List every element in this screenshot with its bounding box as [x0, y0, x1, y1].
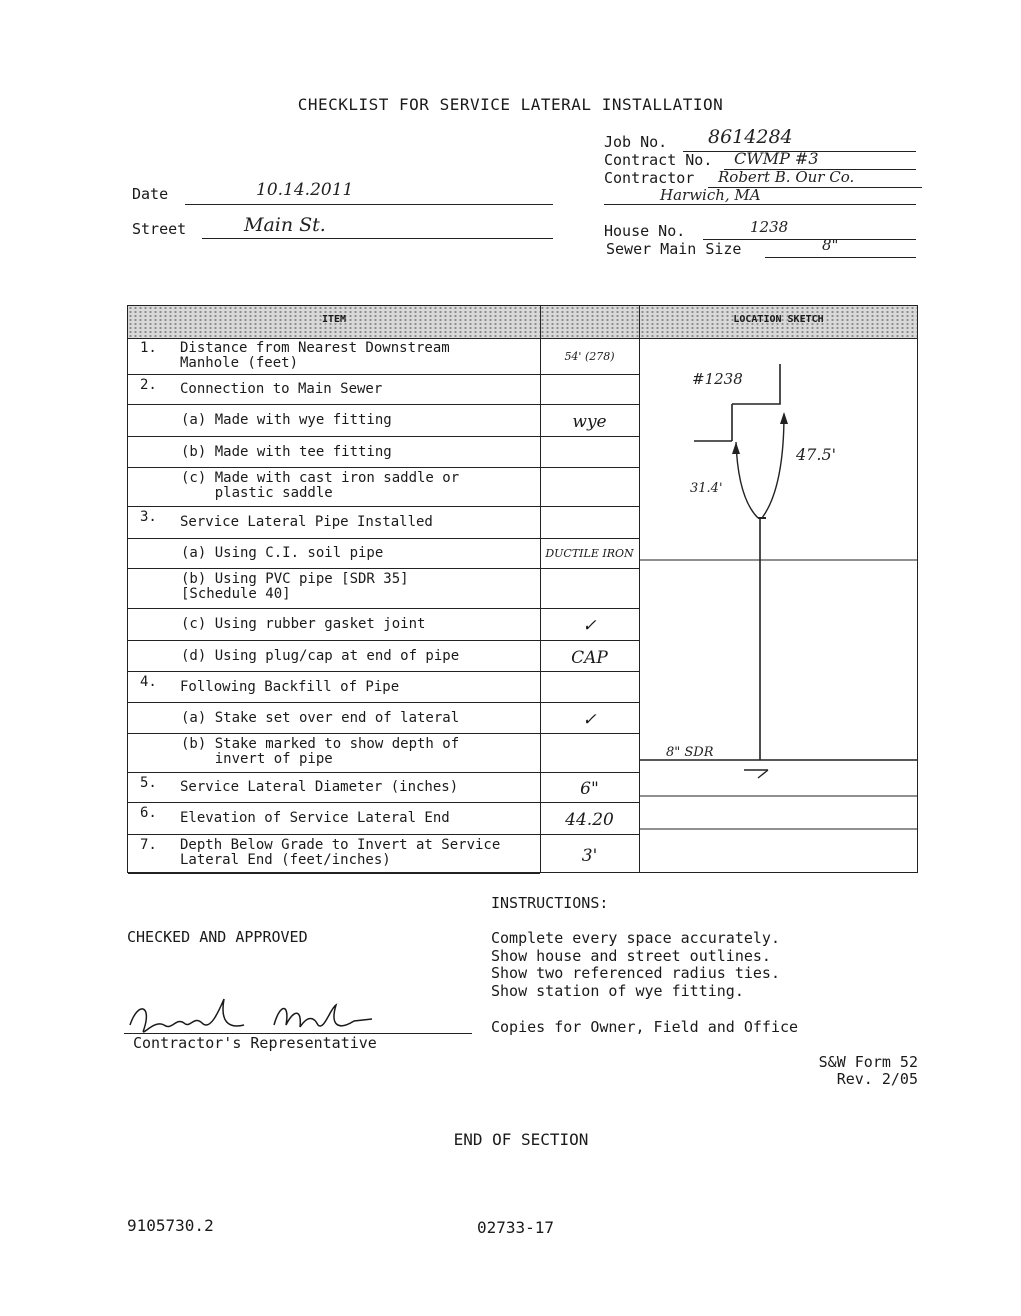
item-text: Connection to Main Sewer — [180, 381, 383, 397]
page-title: CHECKLIST FOR SERVICE LATERAL INSTALLATION — [297, 95, 724, 114]
sketch-tie-left: 31.4' — [690, 481, 723, 496]
item-text: (a) Using C.I. soil pipe — [181, 545, 384, 561]
item-text: Depth Below Grade to Invert at Service Lateral End (feet/inches) — [180, 837, 501, 868]
sketch-house-label: #1238 — [692, 370, 743, 388]
item-text: (b) Using PVC pipe [SDR 35] [Schedule 40] — [181, 571, 409, 602]
table-row — [128, 569, 540, 609]
item-number: 2. — [140, 377, 157, 393]
street-value: Main St. — [244, 214, 326, 236]
sketch-tie-right: 47.5' — [796, 445, 837, 464]
table-row — [128, 539, 540, 569]
item-number: 7. — [140, 837, 157, 853]
item-text: (a) Stake set over end of lateral — [181, 710, 460, 726]
item-value-cell — [540, 734, 639, 773]
job-no-label: Job No. — [604, 133, 668, 151]
item-value-cell — [540, 569, 639, 609]
signature-stroke — [130, 999, 372, 1032]
table-row — [128, 641, 540, 672]
form-id-block — [819, 1054, 918, 1088]
item-value-cell — [540, 773, 639, 803]
item-number: 1. — [140, 340, 157, 356]
item-text: (c) Using rubber gasket joint — [181, 616, 426, 632]
form-number: S&W Form 52 — [818, 1053, 918, 1071]
house-no-value: 1238 — [750, 218, 789, 236]
item-value-cell — [540, 468, 639, 507]
item-number: 6. — [140, 805, 157, 821]
item-header: ITEM — [128, 306, 540, 339]
sewer-main-size-label: Sewer Main Size — [606, 240, 742, 258]
item-value: CAP — [571, 648, 608, 668]
item-value: 6" — [580, 779, 599, 799]
item-value: DUCTILE IRON — [545, 547, 634, 560]
contract-no-value: CWMP #3 — [734, 149, 819, 168]
contract-no-label: Contract No. — [604, 151, 713, 169]
contractor-rep-label: Contractor's Representative — [133, 1034, 377, 1052]
wye-mark — [758, 770, 768, 778]
arrow-head — [732, 442, 740, 454]
item-text: (c) Made with cast iron saddle or plastic saddle — [181, 470, 460, 501]
value-header — [540, 306, 639, 339]
item-value-cell — [540, 641, 639, 672]
item-value: ✓ — [582, 710, 597, 730]
item-text: Distance from Nearest Downstream Manhole (feet) — [180, 340, 450, 371]
table-row — [128, 338, 540, 375]
street-line — [202, 238, 553, 239]
table-row — [128, 437, 540, 468]
instructions-heading: INSTRUCTIONS: — [491, 894, 609, 912]
table-row — [128, 803, 540, 835]
item-number: 3. — [140, 509, 157, 525]
item-text: (b) Made with tee fitting — [181, 444, 392, 460]
item-text: Elevation of Service Lateral End — [180, 810, 450, 826]
street-label: Street — [132, 220, 187, 238]
item-value-cell — [540, 835, 639, 874]
item-value-cell — [540, 405, 639, 437]
item-text: Service Lateral Diameter (inches) — [180, 779, 459, 795]
form-revision: Rev. 2/05 — [836, 1070, 918, 1088]
item-value-cell — [540, 803, 639, 835]
item-value: 54' (278) — [564, 350, 615, 363]
table-row — [128, 773, 540, 803]
item-value-cell — [540, 375, 639, 405]
contractor-label: Contractor — [604, 169, 695, 187]
contractor-value-1: Robert B. Our Co. — [718, 168, 855, 186]
sewer-main-size-value: 8" — [822, 236, 839, 254]
location-sketch — [640, 338, 918, 872]
item-value-cell — [540, 507, 639, 539]
item-value: wye — [572, 412, 607, 432]
item-text: (a) Made with wye fitting — [181, 412, 392, 428]
house-no-label: House No. — [604, 222, 686, 240]
checklist-table — [127, 305, 918, 873]
item-text: (d) Using plug/cap at end of pipe — [181, 648, 460, 664]
table-row — [128, 835, 540, 874]
item-number: 5. — [140, 775, 157, 791]
radius-tie-right — [762, 414, 784, 518]
copies-note: Copies for Owner, Field and Office — [491, 1018, 799, 1036]
table-row — [128, 375, 540, 405]
item-value-cell — [540, 703, 639, 734]
table-row — [128, 507, 540, 539]
sketch-main-label: 8" SDR — [666, 745, 714, 760]
item-value: ✓ — [582, 616, 597, 636]
footer-doc-number: 9105730.2 — [127, 1216, 214, 1235]
table-row — [128, 405, 540, 437]
date-line — [185, 204, 553, 205]
table-row — [128, 703, 540, 734]
instruction-line: Show house and street outlines. — [491, 946, 771, 965]
job-no-value: 8614284 — [708, 126, 793, 148]
item-number: 4. — [140, 674, 157, 690]
instruction-line: Show two referenced radius ties. — [491, 964, 780, 982]
date-value: 10.14.2011 — [256, 180, 354, 200]
footer-page-number: 02733-17 — [477, 1218, 555, 1237]
contractor-value-2: Harwich, MA — [660, 186, 761, 204]
item-value-cell — [540, 437, 639, 468]
end-of-section: END OF SECTION — [453, 1130, 589, 1149]
table-row — [128, 734, 540, 773]
item-value-cell — [540, 609, 639, 641]
contractor-line-2 — [604, 204, 916, 205]
instruction-line: Show station of wye fitting. — [491, 981, 744, 1000]
arrow-head — [780, 412, 788, 424]
table-row — [128, 609, 540, 641]
date-label: Date — [132, 185, 169, 203]
item-value-cell — [540, 338, 639, 375]
item-value-cell — [540, 672, 639, 703]
item-value: 3' — [581, 846, 598, 866]
table-row — [128, 468, 540, 507]
sketch-header: LOCATION SKETCH — [640, 306, 917, 339]
table-row — [128, 672, 540, 703]
checked-approved-label: CHECKED AND APPROVED — [127, 928, 308, 946]
item-text: (b) Stake marked to show depth of invert of pipe — [181, 736, 460, 767]
item-value-cell — [540, 539, 639, 569]
instructions-list — [491, 930, 780, 1000]
instruction-line: Complete every space accurately. — [491, 929, 780, 947]
item-text: Service Lateral Pipe Installed — [180, 514, 433, 530]
item-value: 44.20 — [565, 810, 614, 830]
item-text: Following Backfill of Pipe — [180, 679, 400, 695]
sewer-main-size-line — [765, 257, 916, 258]
